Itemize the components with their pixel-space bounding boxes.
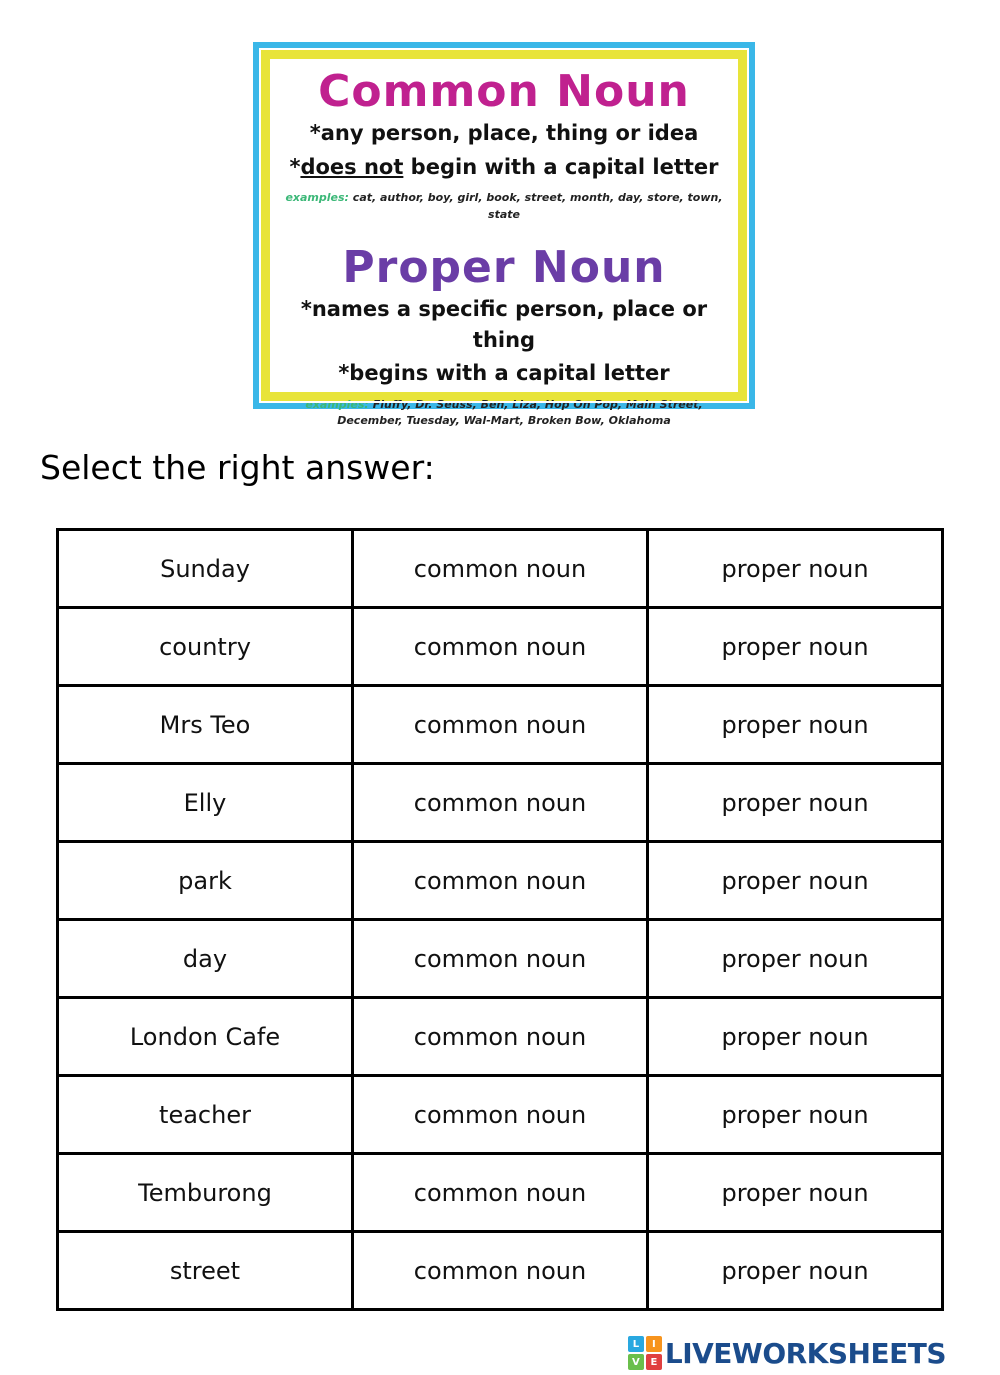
proper-noun-definition-1: *names a specific person, place or thing — [300, 297, 708, 352]
table-row — [58, 998, 943, 1076]
liveworksheets-logo — [628, 1336, 946, 1370]
answer-common-noun[interactable]: common noun — [353, 608, 648, 686]
word-cell: London Cafe — [58, 998, 353, 1076]
table-row — [58, 686, 943, 764]
logo-square-v: V — [628, 1354, 644, 1370]
answer-common-noun[interactable]: common noun — [353, 530, 648, 608]
word-cell: park — [58, 842, 353, 920]
word-cell: Sunday — [58, 530, 353, 608]
liveworksheets-logo-icon — [628, 1336, 662, 1370]
answers-table — [56, 528, 944, 1311]
proper-noun-examples — [278, 397, 730, 430]
answer-common-noun[interactable]: common noun — [353, 998, 648, 1076]
table-row — [58, 920, 943, 998]
page-instruction: Select the right answer: — [40, 448, 435, 487]
common-noun-title: Common Noun — [318, 66, 690, 117]
common-noun-definition-1: *any person, place, thing or idea — [309, 121, 699, 146]
word-cell: Mrs Teo — [58, 686, 353, 764]
answer-proper-noun[interactable]: proper noun — [648, 920, 943, 998]
table-row — [58, 530, 943, 608]
word-cell: Temburong — [58, 1154, 353, 1232]
word-cell: street — [58, 1232, 353, 1310]
examples-text: Fluffy, Dr. Seuss, Ben, Liza, Hop On Pop, Main Street, December, Tuesday, Wal-Mart, Broken Bow, Oklahoma — [337, 397, 703, 428]
answer-proper-noun[interactable]: proper noun — [648, 1076, 943, 1154]
answer-common-noun[interactable]: common noun — [353, 686, 648, 764]
answer-common-noun[interactable]: common noun — [353, 842, 648, 920]
logo-square-e: E — [646, 1354, 662, 1370]
word-cell: country — [58, 608, 353, 686]
asterisk: * — [289, 154, 301, 179]
answer-common-noun[interactable]: common noun — [353, 764, 648, 842]
poster-inner — [261, 50, 747, 428]
answer-proper-noun[interactable]: proper noun — [648, 608, 943, 686]
table-row — [58, 1232, 943, 1310]
answer-proper-noun[interactable]: proper noun — [648, 842, 943, 920]
common-noun-examples — [278, 190, 730, 223]
answer-common-noun[interactable]: common noun — [353, 1076, 648, 1154]
underlined-phrase: does not — [300, 154, 404, 179]
noun-definitions-poster — [253, 42, 755, 428]
table-row — [58, 764, 943, 842]
common-noun-definition-2 — [278, 152, 730, 182]
answer-proper-noun[interactable]: proper noun — [648, 1232, 943, 1310]
word-cell: Elly — [58, 764, 353, 842]
answer-common-noun[interactable]: common noun — [353, 1154, 648, 1232]
logo-square-i: I — [646, 1336, 662, 1352]
examples-text: cat, author, boy, girl, book, street, month, day, store, town, state — [352, 191, 723, 221]
word-cell: teacher — [58, 1076, 353, 1154]
answer-proper-noun[interactable]: proper noun — [648, 764, 943, 842]
answer-common-noun[interactable]: common noun — [353, 920, 648, 998]
answer-proper-noun[interactable]: proper noun — [648, 1154, 943, 1232]
proper-noun-definition-2: *begins with a capital letter — [338, 361, 670, 386]
definition-rest: begin with a capital letter — [403, 154, 719, 179]
table-row — [58, 1154, 943, 1232]
answer-proper-noun[interactable]: proper noun — [648, 530, 943, 608]
liveworksheets-wordmark: LIVEWORKSHEETS — [664, 1336, 946, 1370]
table-row — [58, 842, 943, 920]
word-cell: day — [58, 920, 353, 998]
answer-proper-noun[interactable]: proper noun — [648, 998, 943, 1076]
examples-label: examples: — [285, 191, 349, 205]
answer-common-noun[interactable]: common noun — [353, 1232, 648, 1310]
table-row — [58, 608, 943, 686]
table-row — [58, 1076, 943, 1154]
proper-noun-title: Proper Noun — [342, 242, 666, 294]
logo-square-l: L — [628, 1336, 644, 1352]
examples-label: examples: — [305, 397, 369, 411]
answer-proper-noun[interactable]: proper noun — [648, 686, 943, 764]
